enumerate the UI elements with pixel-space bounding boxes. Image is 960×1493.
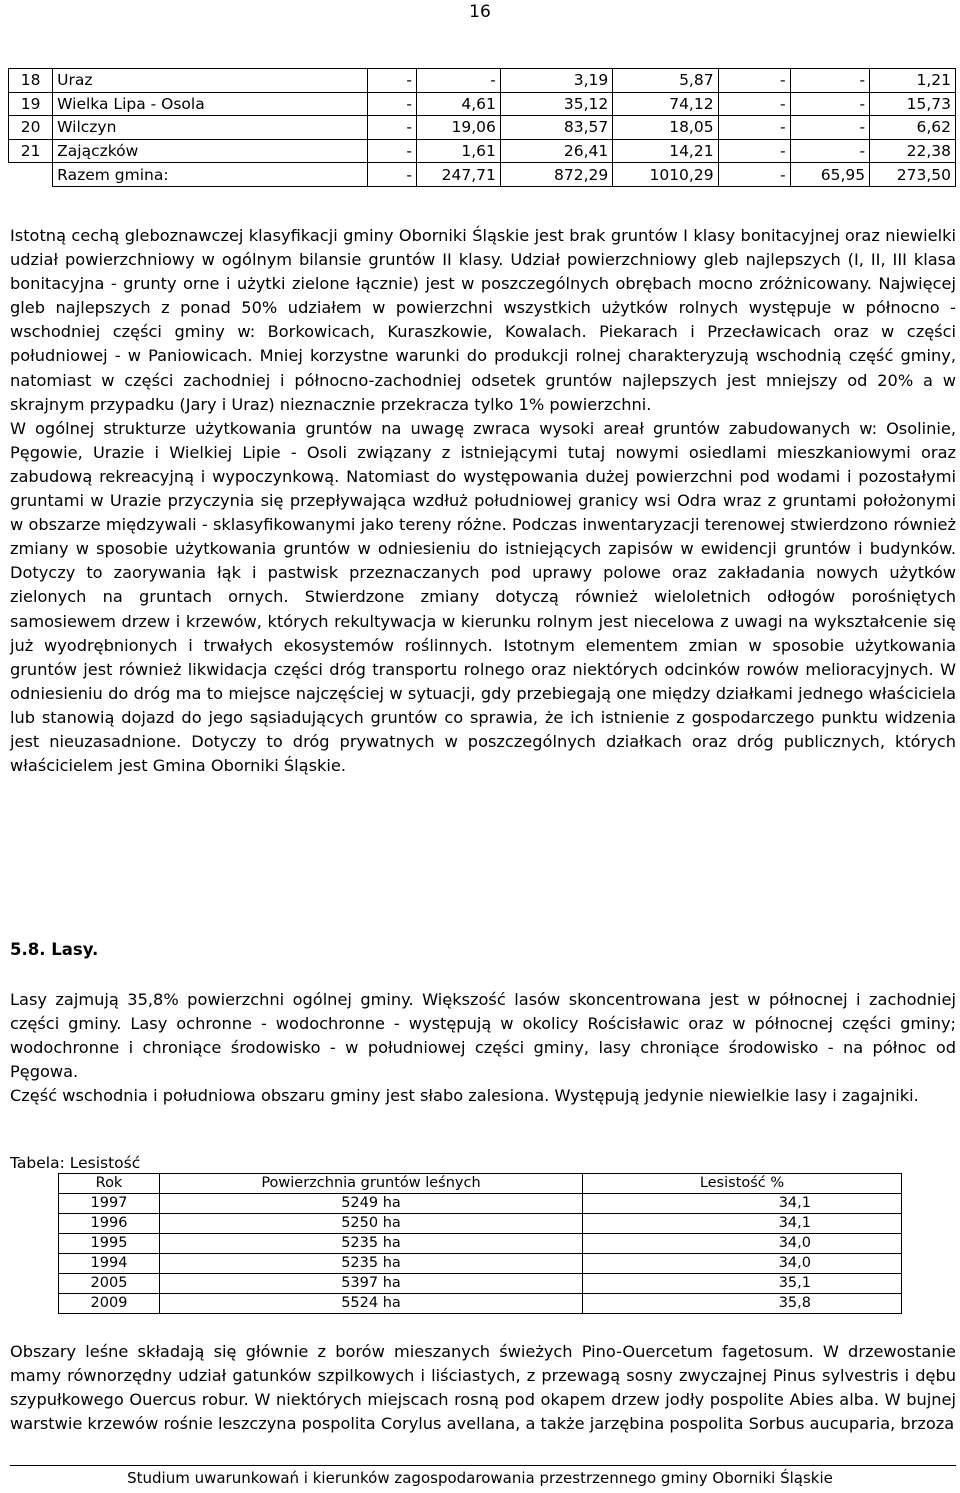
row-name: Uraz [53,69,368,93]
cell-year: 2005 [59,1274,160,1294]
cell-value-5: - [718,92,790,116]
cell-value-2: 4,61 [416,92,500,116]
table-row [9,69,956,93]
cell-area: 5250 ha [160,1214,583,1234]
cell-value-2: 247,71 [416,163,500,187]
paragraph-soil-classification: Istotną cechą gleboznawczej klasyfikacji gminy Oborniki Śląskie jest brak gruntów I klasy bonitacyjnej oraz niewielki udział powierzchniowy w ogólnym bilansie gruntów II klasy. Udział powierzchniowy gleb najlepszych (I, II, III klasa bonitacyjna - grunty orne i użytki zielone łącznie) jest w poszczególnych obrębach mocno zróżnicowany. Najwięcej gleb najlepszych z ponad 50% udziałem w powierzchni wszystkich użytków rolnych występuje w północno - wschodniej części gminy w: Borkowicach, Kuraszkowie, Kowalach. Piekarach i Przecławicach oraz w części południowej - w Paniowicach. Mniej korzystne warunki do produkcji rolnej charakteryzują wschodnią część gminy, natomiast w części zachodniej i północno-zachodniej odsetek gruntów najlepszych jest mniejszy od 20% a w skrajnym przypadku (Jary i Uraz) nieznacznie przekracza tylko 1% powierzchni. [10,226,956,414]
cell-value-5: - [718,69,790,93]
page-footer: Studium uwarunkowań i kierunków zagospodarowania przestrzennego gminy Oborniki Śląskie [127,1469,833,1487]
cell-percent: 35,1 [583,1274,902,1294]
table-row [9,92,956,116]
cell-value-7: 1,21 [870,69,956,93]
paragraph-land-use: W ogólnej strukturze użytkowania gruntów na uwagę zwraca wysoki areał gruntów zabudowanych w: Osolinie, Pęgowie, Urazie i Wielkiej Lipie - Osoli związany z istniejącymi tutaj nowymi osiedlami mieszkaniowymi oraz zabudową rekreacyjną i wypoczynkową. Natomiast do występowania dużej powierzchni pod wodami i pozostałymi gruntami w Urazie przyczynia się przepływająca wzdłuż południowej granicy wsi Odra wraz z gruntami położonymi w obszarze międzywali - sklasyfikowanymi jako tereny różne. Podczas inwentaryzacji terenowej stwierdzono również zmiany w sposobie użytkowania gruntów w odniesieniu do istniejących zapisów w ewidencji gruntów i budynków. Dotyczy to zaorywania łąk i pastwisk przeznaczanych pod uprawy polowe oraz zakładania nowych użytków zielonych na gruntach ornych. Stwierdzone zmiany dotyczą również wieloletnich odłogów porośniętych samosiewem drzew i krzewów, których rekultywacja w kierunku rolnym jest niecelowa z uwagi na wykształcenie się już wyodrębnionych i trwałych ekosystemów roślinnych. Istotnym elementem zmian w sposobie użytkowania gruntów jest również likwidacja części dróg transportu rolnego oraz niektórych odcinków rowów melioracyjnych. W odniesieniu do dróg ma to miejsce najczęściej w sytuacji, gdy przebiegają one między działkami jednego właściciela lub stanowią dojazd do jego sąsiadujących gruntów co sprawia, że ich istnienie z gospodarczego punktu widzenia jest nieuzasadnione. Dotyczy to dróg prywatnych w poszczególnych działkach oraz dróg publicznych, których właścicielem jest Gmina Oborniki Śląskie. [10,418,956,776]
cell-value-6: - [790,139,870,163]
cell-value-4: 18,05 [613,116,718,140]
land-use-table [8,68,956,187]
cell-value-1: - [367,69,416,93]
column-header-year: Rok [59,1174,160,1194]
cell-value-6: - [790,116,870,140]
column-header-area: Powierzchnia gruntów leśnych [160,1174,583,1194]
row-number [9,163,53,187]
text-block-forests [10,988,956,1108]
cell-percent: 35,8 [583,1294,902,1314]
text-block-forest-composition [10,1340,956,1436]
table-header-row [59,1174,902,1194]
cell-value-6: 65,95 [790,163,870,187]
cell-value-3: 872,29 [500,163,612,187]
cell-year: 2009 [59,1294,160,1314]
cell-percent: 34,1 [583,1194,902,1214]
page-number: 16 [469,2,491,22]
table-row [59,1234,902,1254]
row-name: Zajączków [53,139,368,163]
cell-value-3: 83,57 [500,116,612,140]
cell-year: 1997 [59,1194,160,1214]
cell-value-2: 1,61 [416,139,500,163]
row-number: 20 [9,116,53,140]
cell-area: 5249 ha [160,1194,583,1214]
cell-value-4: 14,21 [613,139,718,163]
row-number: 21 [9,139,53,163]
table-row [59,1274,902,1294]
table-row [9,139,956,163]
row-name: Wielka Lipa - Osola [53,92,368,116]
row-name: Wilczyn [53,116,368,140]
cell-percent: 34,1 [583,1214,902,1234]
cell-value-7: 273,50 [870,163,956,187]
cell-area: 5397 ha [160,1274,583,1294]
table-row [59,1194,902,1214]
table-total-row [9,163,956,187]
cell-value-1: - [367,139,416,163]
cell-value-2: 19,06 [416,116,500,140]
cell-value-4: 74,12 [613,92,718,116]
cell-value-4: 1010,29 [613,163,718,187]
cell-value-2: - [416,69,500,93]
cell-percent: 34,0 [583,1234,902,1254]
cell-value-4: 5,87 [613,69,718,93]
cell-value-6: - [790,92,870,116]
column-header-percent: Lesistość % [583,1174,902,1194]
cell-percent: 34,0 [583,1254,902,1274]
cell-value-5: - [718,139,790,163]
cell-year: 1994 [59,1254,160,1274]
paragraph-forest-composition: Obszary leśne składają się głównie z borów mieszanych świeżych Pino-Ouercetum fagetosum. W drzewostanie mamy równorzędny udział gatunków szpilkowych i liściastych, z przewagą sosny zwyczajnej Pinus sylvestris i dębu szypułkowego Ouercus robur. W niektórych miejscach rosną pod okapem drzew jodły pospolite Abies alba. W bujnej warstwie krzewów rośnie leszczyna pospolita Corylus avellana, a także jarzębina pospolita Sorbus aucuparia, brzoza [10,1342,956,1434]
table-row [59,1254,902,1274]
row-name: Razem gmina: [53,163,368,187]
cell-value-5: - [718,116,790,140]
row-number: 18 [9,69,53,93]
cell-value-5: - [718,163,790,187]
cell-value-1: - [367,163,416,187]
cell-value-7: 22,38 [870,139,956,163]
row-number: 19 [9,92,53,116]
section-heading-forests: 5.8. Lasy. [10,940,99,959]
cell-area: 5235 ha [160,1234,583,1254]
text-block-soils [10,224,956,778]
cell-value-1: - [367,116,416,140]
forest-cover-table [58,1173,902,1314]
cell-value-3: 35,12 [500,92,612,116]
table-row [9,116,956,140]
cell-value-3: 3,19 [500,69,612,93]
table-row [59,1214,902,1234]
table-row [59,1294,902,1314]
cell-year: 1996 [59,1214,160,1234]
cell-area: 5235 ha [160,1254,583,1274]
cell-value-7: 15,73 [870,92,956,116]
cell-value-7: 6,62 [870,116,956,140]
cell-value-3: 26,41 [500,139,612,163]
cell-value-1: - [367,92,416,116]
cell-value-6: - [790,69,870,93]
table-caption: Tabela: Lesistość [10,1154,141,1172]
cell-year: 1995 [59,1234,160,1254]
cell-area: 5524 ha [160,1294,583,1314]
footer-divider [10,1465,956,1466]
paragraph-forest-share: Lasy zajmują 35,8% powierzchni ogólnej gminy. Większość lasów skoncentrowana jest w północnej i zachodniej części gminy. Lasy ochronne - wodochronne - występują w okolicy Rościsławic oraz w północnej części gminy; wodochronne i chroniące środowisko - w południowej części gminy, lasy chroniące środowisko - na północ od Pęgowa. [10,990,956,1082]
paragraph-forest-east: Część wschodnia i południowa obszaru gminy jest słabo zalesiona. Występują jedynie niewielkie lasy i zagajniki. [10,1086,919,1106]
